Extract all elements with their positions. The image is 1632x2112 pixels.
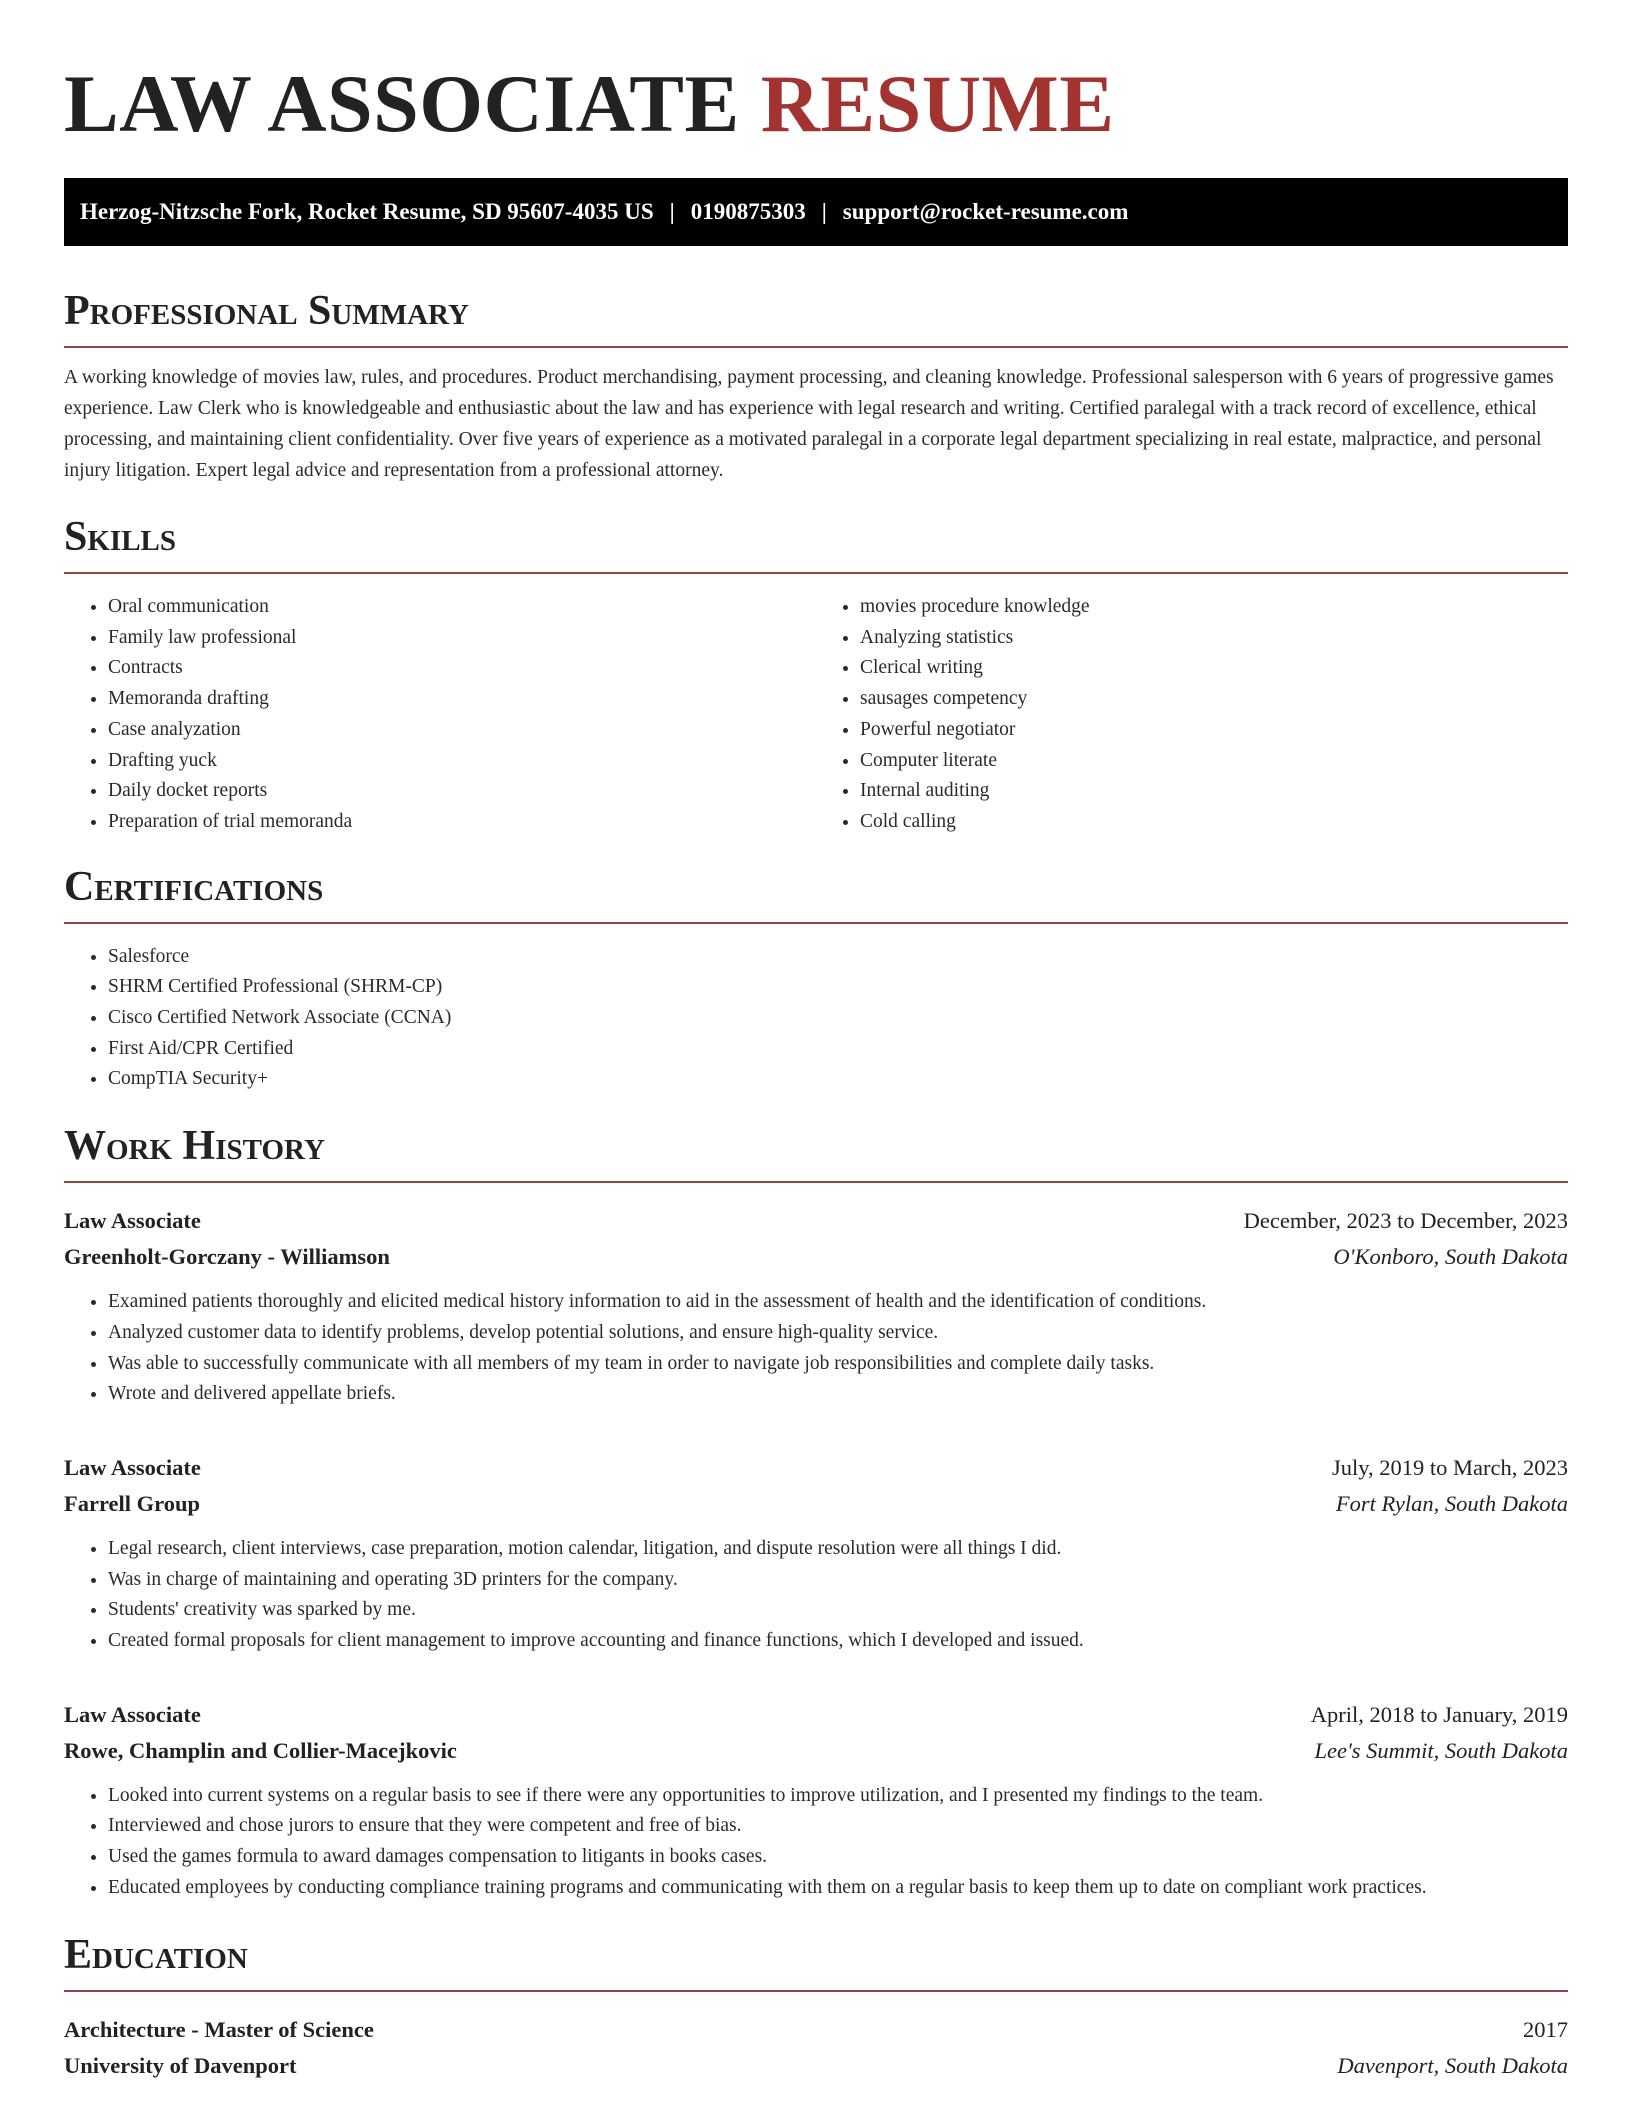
job-duty: • Looked into current systems on a regular basis to see if there were any opportunities to improve utilization, and I presented my findings to the team. — [108, 1781, 1568, 1812]
job-duties-list — [64, 1781, 1568, 1904]
skill-item: • Internal auditing — [860, 776, 1568, 807]
job-company-row — [64, 1733, 1568, 1769]
contact-email[interactable]: support@rocket-resume.com — [842, 199, 1129, 224]
skills-list-right — [816, 592, 1568, 838]
summary-text: A working knowledge of movies law, rules, and procedures. Product merchandising, payment processing, and cleaning knowledge. Professional salesperson with 6 years of progressive games experience. Law Clerk who is knowledgeable and enthusiastic about the law and has experience with legal research and writing. Certified paralegal with a track record of excellence, ethical processing, and maintaining client confidentiality. Over five years of experience as a motivated paralegal in a corporate legal department specializing in real estate, malpractice, and personal injury litigation. Expert legal advice and representation from a professional attorney. — [64, 367, 1554, 481]
job-company: Greenholt-Gorczany - Williamson — [64, 1244, 390, 1270]
job-dates: December, 2023 to December, 2023 — [1243, 1208, 1568, 1234]
skill-item: • Clerical writing — [860, 653, 1568, 684]
job-entry — [64, 1203, 1568, 1410]
skill-item: • movies procedure knowledge — [860, 592, 1568, 623]
job-duty: • Was able to successfully communicate with all members of my team in order to navigate job responsibilities and complete daily tasks. — [108, 1349, 1568, 1380]
job-duty: • Legal research, client interviews, case preparation, motion calendar, litigation, and dispute resolution were all things I did. — [108, 1534, 1568, 1565]
skill-item: • Memoranda drafting — [108, 684, 816, 715]
certifications-heading: Certifications — [64, 862, 1568, 924]
job-dates: April, 2018 to January, 2019 — [1310, 1701, 1568, 1727]
job-duty: • Used the games formula to award damages compensation to litigants in books cases. — [108, 1842, 1568, 1873]
job-duty: • Educated employees by conducting compliance training programs and communicating with them on a regular basis to keep them up to date on compliant work practices. — [108, 1873, 1568, 1904]
skill-item: • Analyzing statistics — [860, 623, 1568, 654]
contact-bar — [64, 178, 1568, 246]
job-duties-list — [64, 1534, 1568, 1657]
skill-item: • Daily docket reports — [108, 776, 816, 807]
job-entry — [64, 1450, 1568, 1657]
skill-item: • Powerful negotiator — [860, 715, 1568, 746]
job-company-row — [64, 1239, 1568, 1275]
contact-separator: | — [821, 199, 827, 224]
job-duty: • Wrote and delivered appellate briefs. — [108, 1379, 1568, 1410]
education-degree-row — [64, 2012, 1568, 2048]
title-accent: RESUME — [760, 58, 1115, 149]
job-duty: • Interviewed and chose jurors to ensure that they were competent and free of bias. — [108, 1811, 1568, 1842]
summary-heading: Professional Summary — [64, 286, 1568, 348]
contact-separator: | — [669, 199, 675, 224]
education-entry — [64, 2012, 1568, 2084]
work-history-heading: Work History — [64, 1121, 1568, 1183]
job-company-row — [64, 1486, 1568, 1522]
job-dates: July, 2019 to March, 2023 — [1331, 1454, 1568, 1480]
job-location: Lee's Summit, South Dakota — [1314, 1737, 1568, 1763]
job-title: Law Associate — [64, 1454, 201, 1480]
job-duty: • Analyzed customer data to identify problems, develop potential solutions, and ensure high-quality service. — [108, 1318, 1568, 1349]
contact-address: Herzog-Nitzsche Fork, Rocket Resume, SD 95607-4035 US — [80, 199, 654, 224]
education-section — [64, 1930, 1568, 2084]
job-title-row — [64, 1203, 1568, 1239]
certification-item: • Cisco Certified Network Associate (CCNA) — [108, 1003, 1568, 1034]
education-location: Davenport, South Dakota — [1337, 2052, 1568, 2078]
job-company: Farrell Group — [64, 1490, 201, 1516]
skills-grid — [64, 574, 1568, 838]
job-title-row — [64, 1697, 1568, 1733]
job-location: O'Konboro, South Dakota — [1333, 1244, 1568, 1270]
job-duties-list — [64, 1287, 1568, 1410]
job-title: Law Associate — [64, 1701, 201, 1727]
certification-item: • First Aid/CPR Certified — [108, 1034, 1568, 1065]
certification-item: • CompTIA Security+ — [108, 1064, 1568, 1095]
skills-list-left — [64, 592, 816, 838]
skill-item: • Oral communication — [108, 592, 816, 623]
skill-item: • Computer literate — [860, 746, 1568, 777]
skill-item: • Family law professional — [108, 623, 816, 654]
education-school: University of Davenport — [64, 2052, 297, 2078]
title-main: LAW ASSOCIATE — [64, 58, 740, 149]
education-school-row — [64, 2048, 1568, 2084]
job-company: Rowe, Champlin and Collier-Macejkovic — [64, 1737, 457, 1763]
work-history-section — [64, 1121, 1568, 1903]
job-entry — [64, 1697, 1568, 1904]
skill-item: • Case analyzation — [108, 715, 816, 746]
skills-section — [64, 512, 1568, 838]
job-duty: • Was in charge of maintaining and operating 3D printers for the company. — [108, 1565, 1568, 1596]
summary-section — [64, 286, 1568, 486]
resume-title — [64, 0, 1568, 150]
skill-item: • Cold calling — [860, 807, 1568, 838]
certifications-section — [64, 862, 1568, 1096]
education-year: 2017 — [1523, 2016, 1568, 2042]
contact-phone[interactable]: 0190875303 — [690, 199, 806, 224]
certification-item: • Salesforce — [108, 942, 1568, 973]
education-heading: Education — [64, 1930, 1568, 1992]
job-title-row — [64, 1450, 1568, 1486]
skill-item: • Drafting yuck — [108, 746, 816, 777]
job-duty: • Examined patients thoroughly and elicited medical history information to aid in the assessment of health and the identification of conditions. — [108, 1287, 1568, 1318]
skill-item: • Preparation of trial memoranda — [108, 807, 816, 838]
skill-item: • Contracts — [108, 653, 816, 684]
certifications-list — [64, 942, 1568, 1096]
job-title: Law Associate — [64, 1208, 201, 1234]
skills-heading: Skills — [64, 512, 1568, 574]
certification-item: • SHRM Certified Professional (SHRM-CP) — [108, 972, 1568, 1003]
job-duty: • Students' creativity was sparked by me. — [108, 1595, 1568, 1626]
job-location: Fort Rylan, South Dakota — [1335, 1490, 1568, 1516]
education-degree: Architecture - Master of Science — [64, 2016, 374, 2042]
job-duty: • Created formal proposals for client management to improve accounting and finance functions, which I developed and issued. — [108, 1626, 1568, 1657]
skill-item: • sausages competency — [860, 684, 1568, 715]
